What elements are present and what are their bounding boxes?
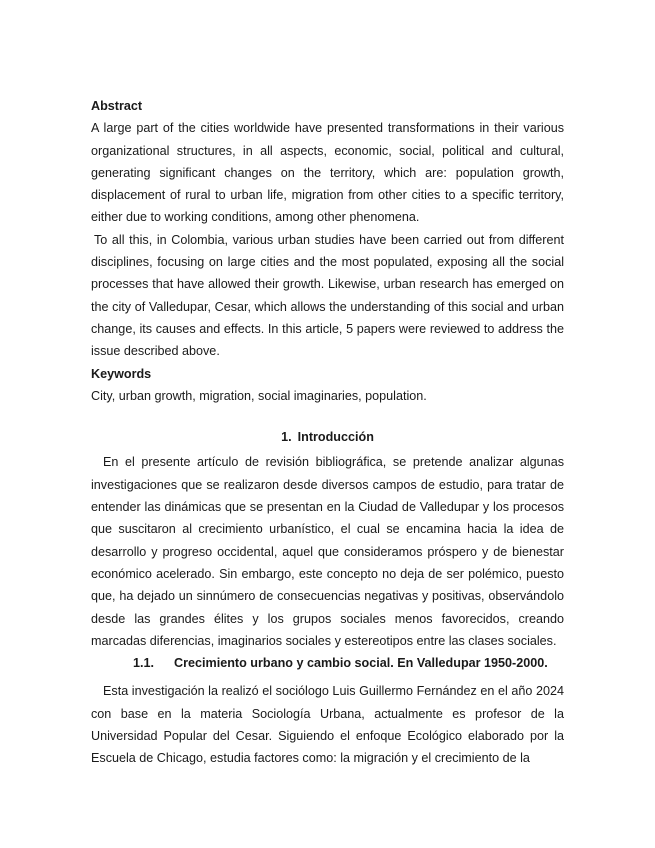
subsection-1-1-title-text: Crecimiento urbano y cambio social. En Valledupar 1950-2000. — [174, 656, 548, 671]
subsection-1-1-number: 1.1. — [133, 656, 155, 671]
section-1-number: 1. — [281, 430, 292, 445]
keywords-list: City, urban growth, migration, social imaginaries, population. — [91, 388, 427, 403]
section-1-paragraph: En el presente artículo de revisión bibliográfica, se pretende analizar algunas investigaciones que se realizaron desde diversos campos de estudio, para tratar de entender las dinámicas que se presentan en la Ciudad de Valledupar y los procesos que suscitaron al crecimiento urbanístico, el cual se encamina hacia la idea de desarrollo y progreso occidental, aquel que consideramos próspero y de bienestar económico acelerado. Sin embargo, este concepto no deja de ser polémico, puesto que, ha dejado un sinnúmero de consecuencias negativas y positivas, observándolo desde las grandes élites y los grupos sociales menos favorecidos, creando marcadas diferencias, imaginarios sociales y estereotipos entre las clases sociales. — [91, 455, 564, 648]
subsection-1-1-paragraph: Esta investigación la realizó el sociólogo Luis Guillermo Fernández en el año 2024 con base en la materia Sociología Urbana, actualmente es profesor de la Universidad Popular del Cesar. Siguiendo el enfoque Ecológico elaborado por la Escuela de Chicago, estudia factores como: la migración y el crecimiento de la — [91, 684, 564, 766]
abstract-heading: Abstract — [91, 99, 143, 113]
keywords-heading: Keywords — [91, 366, 152, 381]
document-page — [91, 95, 564, 770]
section-1-title — [91, 426, 564, 448]
abstract-paragraph-1: A large part of the cities worldwide have presented transformations in their various organizational structures, in all aspects, economic, social, political and cultural, generating significant changes on the territory, which are: population growth, displacement of rural to urban life, migration from other cities to a specific territory, either due to working conditions, among other phenomena. — [91, 121, 564, 225]
abstract-paragraph-2: To all this, in Colombia, various urban studies have been carried out from different disciplines, focusing on large cities and the most populated, exposing all the social processes that have allowed their growth. Likewise, urban research has emerged on the city of Valledupar, Cesar, which allows the understanding of this social and urban change, its causes and effects. In this article, 5 papers were reviewed to address the issue described above. — [91, 232, 564, 359]
subsection-1-1-title — [91, 652, 564, 674]
section-1-title-text: Introducción — [297, 430, 374, 445]
